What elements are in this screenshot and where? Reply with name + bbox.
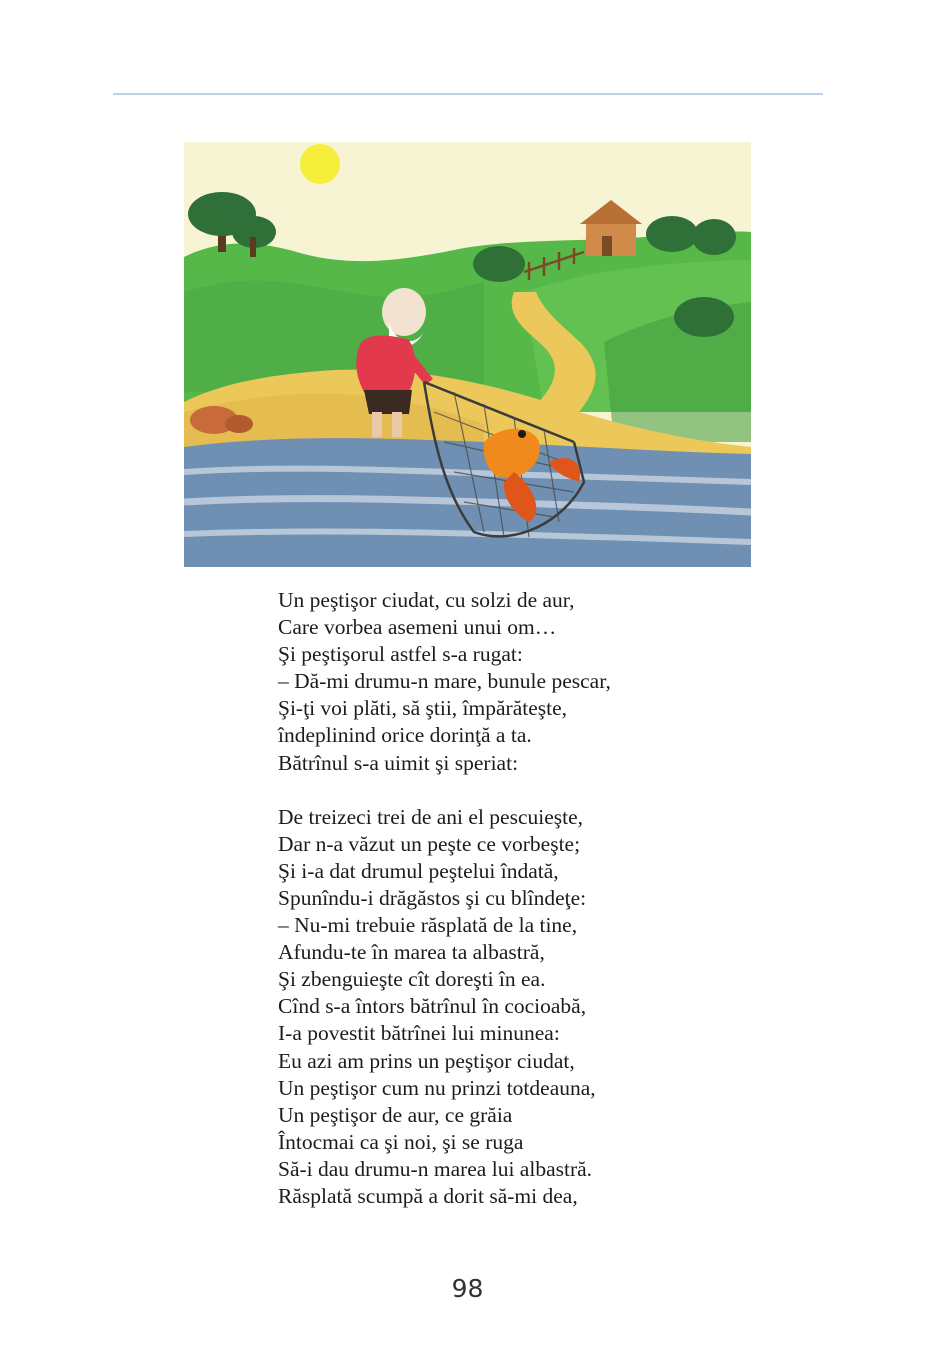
poem-line: Şi peştişorul astfel s-a rugat:: [278, 642, 523, 667]
page-number: 98: [451, 1274, 484, 1303]
poem-line: îndeplinind orice dorinţă a ta.: [278, 723, 532, 748]
poem-line: Bătrînul s-a uimit şi speriat:: [278, 750, 519, 775]
poem-line: Afundu-te în marea ta albastră,: [278, 940, 545, 965]
poem-line: Un peştişor de aur, ce grăia: [278, 1102, 513, 1127]
poem: [278, 587, 838, 1210]
poem-line: Eu azi am prins un peştişor ciudat,: [278, 1048, 575, 1073]
poem-line: Răsplată scumpă a dorit să-mi dea,: [278, 1183, 578, 1208]
poem-line: Să-i dau drumu-n marea lui albastră.: [278, 1156, 593, 1181]
stanza-2: [278, 804, 838, 1210]
poem-line: Şi-ţi voi plăti, să ştii, împărăteşte,: [278, 696, 568, 721]
poem-line: Dar n-a văzut un peşte ce vorbeşte;: [278, 831, 581, 856]
poem-line: – Nu-mi trebuie răsplată de la tine,: [278, 913, 578, 938]
stanza-1: [278, 587, 838, 777]
fisherman-illustration: [184, 142, 751, 567]
poem-line: De treizeci trei de ani el pescuieşte,: [278, 804, 584, 829]
poem-line: Cînd s-a întors bătrînul în cocioabă,: [278, 994, 587, 1019]
header-rule: [113, 93, 823, 95]
poem-line: Un peştişor cum nu prinzi totdeauna,: [278, 1075, 596, 1100]
poem-line: I-a povestit bătrînei lui minunea:: [278, 1021, 560, 1046]
poem-line: Un peştişor ciudat, cu solzi de aur,: [278, 588, 575, 612]
poem-line: Întocmai ca şi noi, şi se ruga: [278, 1129, 524, 1154]
poem-line: Care vorbea asemeni unui om…: [278, 615, 557, 640]
poem-line: Şi zbenguieşte cît doreşti în ea.: [278, 967, 546, 992]
poem-line: Spunîndu-i drăgăstos şi cu blîndeţe:: [278, 885, 587, 910]
poem-line: Şi i-a dat drumul peştelui îndată,: [278, 858, 559, 883]
poem-line: – Dă-mi drumu-n mare, bunule pescar,: [278, 669, 611, 694]
